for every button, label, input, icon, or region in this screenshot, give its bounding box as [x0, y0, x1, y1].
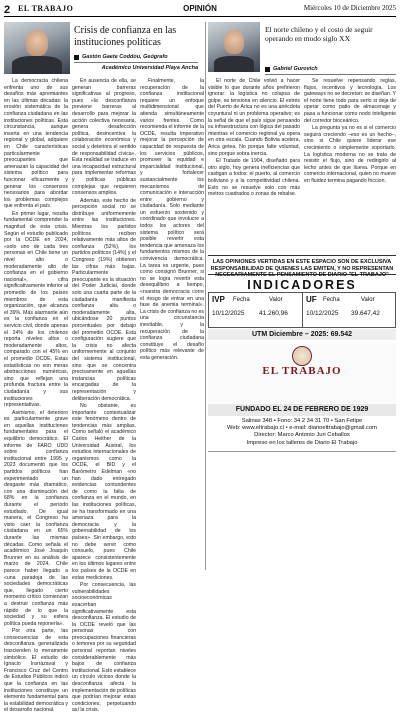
header-rule	[4, 16, 396, 17]
paragraph: Por consecuencia, las vulnerabilidades socioeconómicas exacerban significativamente esta desconfianza. El estudio de la OCDE reveló que las personas con preocupaciones financieras o temores por su seguridad personal reportan niveles considerablemente más bajos de confianza institucional. Esto establece un círculo vicioso donde la desconfianza afecta la implementación de políticas que podrían mejorar estas condiciones, perpetuando así la crisis.	[72, 582, 137, 714]
section-divider	[208, 451, 396, 452]
article1-author: Gastón Gaete Coddou, Geógrafo	[82, 54, 168, 60]
paragraph: Se resuelve repensando reglas, flujos, incentivos y tecnología. Los gateways no se decretan: se diseñan. Y el norte tiene todo para serlo si deja de operar como patio de almacenaje y pasa a funcionar como nodo inteligente del corredor bioceánico.	[304, 78, 396, 124]
paragraph: No obstante, es importante contextualizar este fenómeno dentro de tendencias más amplias. Como señaló el académico Carlos Heither de la Universidad Austral, los estudios internacionales de organismos como la OCDE, el BID y el Barómetro Edelman «no han dado entregado evidencias contundentes de como la falta de confianza en el mundo, en las instituciones políticas, se ha transformado en una amenaza para la democracia y la gobernabilidad de los países». Sin embargo, esto no debe servir como consuelo, pues Chile aparece consistentemente en los últimos lugares entre los países de la OCDE en estas mediciones.	[72, 403, 136, 581]
utm-indicator: UTM Diciembre – 2025: 69.542	[208, 329, 396, 340]
article1-affiliation: Académico Universidad Playa Ancha	[101, 65, 198, 71]
uf-code: UF	[306, 295, 317, 304]
paragraph: El Tratado de 1904, diseñado para otro siglo, hoy genera ineficiencias que castigan a todos: el puerto, al comercio boliviano y a la competitividad chilena. Esto no se resuelve solo con más metros cuadrados o zonas de rebalse.	[208, 158, 300, 198]
uf-value: 39.647,42	[351, 310, 380, 317]
column-divider	[205, 22, 206, 570]
director-line: Director: Marco Antonio Juri Ceballos	[254, 432, 350, 439]
section-title: OPINIÓN	[183, 4, 217, 13]
page-header	[0, 0, 400, 20]
opinion-disclaimer: LAS OPINIONES VERTIDAS EN ESTE ESPACIO SON DE EXCLUSIVA RESPONSABILIDAD DE QUIENES LAS EMITEN, Y NO REPRESENTAN NECESARIAMENTE EL PENSAMIENTO DE DIARIO "EL TRABAJO"	[208, 255, 396, 275]
article2-column-1	[208, 78, 300, 253]
seal-icon	[292, 346, 312, 366]
paragraph: Asimismo, el deterioro es particularmente grave en aquellas instituciones fundamentales para el equilibrio democrático. El informe de FARO UDD sobre confianza institucional entre 1995 y 2023 documentó que los partidos políticos han experimentado un desgaste más dramático, con una disminución del 68% en la confianza durante el período estudiado. De igual manera, el Congreso ha visto caer la confianza ciudadana en un 65% durante las mismas décadas. Como señala el académico José Joaquín Brunner en su análisis de marzo de 2024, Chile parece haber llegado a «una paradoja de las sociedades democráticas que, llegado cierto momento crítico comienzan a destruir confianza más rápido de lo que la sociedad y su esfera política pueda reponerla».	[4, 409, 68, 627]
byline-square-icon	[265, 67, 270, 72]
paragraph: Por otra parte, las consecuencias de esta desconfianza generalizada trascienden lo meramente simbólico. El estudio de Ignacio Irarrázaval y Francisco Cruz del Centro de Estudios Públicos indicó que la confianza en las instituciones constituye un elemento fundamental para la estabilidad democrática y el desarrollo nacional.	[4, 628, 69, 714]
article2-byline	[265, 66, 396, 74]
ivp-value: 41.260,96	[259, 310, 288, 317]
address-line: Salinas 348 • Fono: 34 2 34 31 70 • San Felipe	[241, 418, 363, 424]
article2-title: El norte chileno y el costo de seguir operando en modo siglo XX	[265, 25, 373, 43]
article1-title: Crisis de confianza en las instituciones políticas	[74, 25, 177, 48]
paragraph: La democracia chilena enfrenta uno de sus desafíos más apremiantes en las últimas décadas: la erosión sistemática de la confianza ciudadana en las instituciones políticas. Esta circunstancia, aunque inserta en una tendencia regional y global, adquiere en Chile características particularmente preocupantes que amenazan la capacidad del sistema político para funcionar eficazmente y generar los consensos necesarios para abordar los problemas complejos que enfrenta el país.	[4, 78, 68, 210]
issue-date: Miércoles 10 de Diciembre 2025	[303, 4, 396, 12]
indicators-table	[208, 292, 396, 328]
page-number: 2	[4, 4, 11, 16]
byline-square-icon	[74, 55, 79, 60]
article1-byline	[74, 54, 198, 62]
paragraph: Además, este hecho de percepción social no se distribuye uniformemente entre las instituciones. Mientras los partidos políticos reciben relativamente más altos de confianza (52%), los partidos políticos (14%) y el Congreso (19%) obtienen las cifras más bajas. Particularmente preocupante es la situación del Poder Judicial, donde solo una cuarta parte de la ciudadanía manifiesta confianza alta o moderadamente alta, ubicándose 20 puntos porcentuales por debajo del promedio OCDE. Esta configuración sugiere que la crisis no afecta uniformemente al conjunto del sistema institucional, sino que se concentra precisamente en aquellas instancias políticas encargadas de la representación y deliberación democrática.	[72, 197, 136, 402]
article1-column-2	[72, 78, 137, 714]
paragraph: Finalmente, la recuperación de la confianza institucional requiere un enfoque multidimensional que atienda simultáneamente varios frentes. Como recomienda el informe de la OCDE, resulta imperativo mejorar la percepción de capacidad de respuesta de los servicios públicos, promover la equidad e imparcialidad institucional, y fortalecer sustancialmente los mecanismos de comunicación e interacción entre gobierno y ciudadanía. Solo mediante un esfuerzo sostenido y coordinado que involucre a todos los actores del sistema político será posible revertir esta tendencia que amenaza los fundamentos mismos de la convivencia democrática. La tarea es urgente, pues como consignó Brunner, si no se logra revertir esta desequilibrio a tiempo, «nuestra democracia corre el riesgo de entrar en una fase de anemia terminal». La crisis de confianza no es una circunstancia inevitable, y la recuperación de la confianza ciudadana constituye el desafío político más relevante de esta generación.	[140, 78, 205, 361]
contact-info	[208, 418, 396, 447]
ivp-date: 10/12/2025	[212, 310, 245, 317]
paragraph: En primer lugar, resulta fundamental comprender la magnitud de esta crisis. Según el estudio publicado por la OCDE en 2024, «solo uno de cada tres personas en Chile tiene un nivel alto o moderadamente alto de confianza en el gobierno nacional», cifra significativamente inferior al promedio de los países miembros de esta organización, que alcanza el 39%. Más alarmante aún es la confianza en el servicio civil, donde apenas el 24% de los chilenos reporta niveles altos o moderadamente altos, comparado con el 45% en el promedio OCDE. Estas estadísticas no son meras abstracciones numéricas, sino que reflejan una profunda fractura entre la ciudadanía y sus instituciones representativas.	[4, 210, 69, 409]
printer-line: Impreso en los talleres de Diario El Trabajo	[246, 439, 358, 446]
paper-name: EL TRABAJO	[18, 4, 74, 13]
founded-banner: FUNDADO EL 24 DE FEBRERO DE 1929	[208, 404, 396, 416]
article2-author: Gabriel Gurovich	[273, 66, 318, 72]
indicators-title: INDICADORES	[247, 278, 357, 292]
author-photo-gaete	[4, 22, 70, 74]
article2-column-2	[304, 78, 396, 253]
article1-column-3	[140, 78, 204, 570]
article1-column-1	[4, 78, 69, 714]
uf-value-label: Valor	[361, 297, 375, 303]
masthead	[208, 343, 396, 403]
paragraph: La pregunta ya no es si el comercio seguirá creciendo –eso es un hecho–, sino si Chile quiere liderar ese crecimiento o simplemente soportarlo. La logística moderna no se trata de resistir el flujo, sino de redirigirlo al lecho antes de que llueva. Porque en comercio internacional, quien no mueve en fluidez termina pagando friccion.	[304, 125, 396, 184]
ivp-date-label: Fecha	[233, 297, 250, 303]
paragraph: En ausencia de ella, se generan barreras significativas al progreso, pues «la desconfianza previene barreras al desarrollo para mejorar la acción colectiva necesaria, genera desafección política, desincentiva la colaboración económica y social y deteriora el sentido de responsabilidad cívica». Esta realidad se traduce en una incapacidad estructural para implementar reformas y políticas públicas complejas que requieren consensos amplios.	[72, 78, 136, 197]
newspaper-logo: EL TRABAJO	[262, 365, 342, 377]
author-photo-gurovich	[208, 22, 260, 72]
uf-date-label: Fecha	[323, 297, 340, 303]
ivp-value-label: Valor	[269, 297, 283, 303]
uf-date: 10/12/2025	[306, 310, 339, 317]
ivp-code: IVP	[212, 295, 225, 304]
web-email-line: Web: www.eltrabajo.cl • e-mail: diarioeltrabajo@gmail.com	[227, 425, 377, 432]
paragraph: El norte de Chile volvió a hacer visible lo que durante años prefirieron ignorar: la logística no colapsa de golpe, se tensiona en silencio. El estrés del Puerto de Arica no es una anécdota coyuntural ni un problema operativo; es la señal de que el país sigue pensando su infraestructura con lógica del pasado mientras el comercio regional ya opera en otra escala. Cuando Bolivia acelera, Arica getea. No porque falte voluntad, sino porque sobra inercia.	[208, 78, 300, 157]
